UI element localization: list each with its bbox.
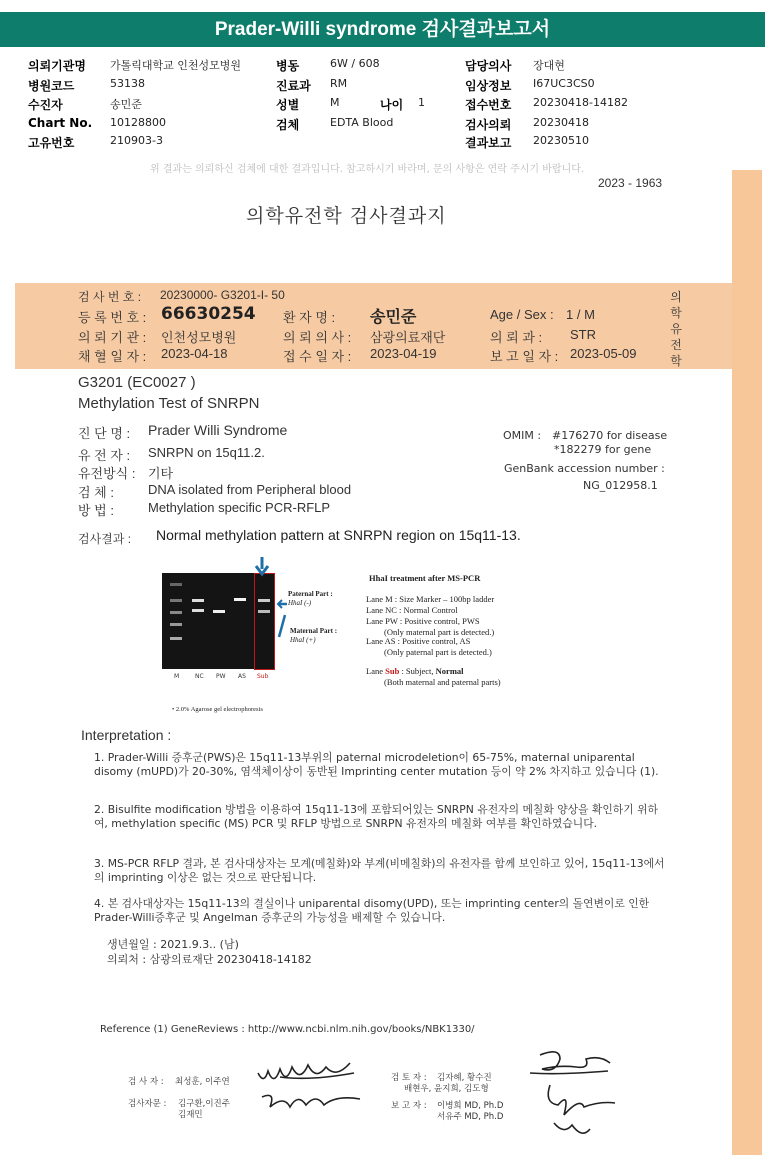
dept: STR [570,327,596,342]
receive-label: 접 수 일 자 : [283,349,352,364]
legend-subject [366,666,464,676]
legend-line: Lane PW : Positive control, PWS [366,616,480,626]
cut-text: 위 결과는 의뢰하신 검체에 대한 결과입니다. 참고하시기 바라며, 문의 사항은 연락 주시기 바랍니다. [150,164,585,175]
side-char: 학 [670,306,682,320]
legend-text: Lane [366,666,386,676]
orange-margin [732,170,762,1155]
header-value: 가톨릭대학교 인천성모병원 [110,59,242,72]
side-char: 전 [670,338,682,352]
agesex-label: Age / Sex : [490,307,554,322]
field-label: 유 전 자 : [78,448,131,463]
header-label: 수진자 [28,98,63,112]
result-label: 검사결과 : [78,532,132,546]
header-value: I67UC3CS0 [533,77,595,90]
header-value: 송민준 [110,98,142,111]
gel-band [170,637,182,640]
header-value: 20230418 [533,116,589,129]
doc-title: 의학유전학 검사결과지 [246,205,447,227]
exam-no-label: 검 사 번 호 : [78,290,142,304]
examiner: 최성훈, 이주연 [175,1077,230,1087]
reviewer: 배현우, 윤지희, 김도형 [404,1084,489,1094]
genbank-number: NG_012958.1 [583,479,658,492]
interp-paragraph: 4. 본 검사대상자는 15q11-13의 결실이나 uniparental disomy(UPD), 또는 imprinting center의 돌연변이로 인한 Prader-Willi증후군 및 Angelman 증후군의 가능성을 배제할 수 있습니다. [94,897,650,924]
header-label: 병동 [276,59,300,73]
patient-label: 환 자 명 : [283,310,336,325]
maternal-part: Maternal Part : [290,627,338,635]
inst: 인천성모병원 [161,330,237,345]
patient-name: 송민준 [370,307,417,326]
birth-date: 생년월일 : 2021.9.3.. (남) [107,938,239,951]
receive-date: 2023-04-19 [370,346,437,361]
collect-date: 2023-04-18 [161,346,228,361]
interp-paragraph: 3. MS-PCR RFLP 결과, 본 검사대상자는 모계(메칠화)와 부계(비메칠화)의 유전자를 함께 보인하고 있어, 15q11-13에서의 imprinting 이상은 없는 것으로 판단됩니다. [94,857,665,884]
gel-band [170,599,182,602]
legend-line: (Only maternal part is detected.) [384,627,495,637]
header-value: 20230510 [533,134,589,147]
examiner-signature [250,1055,370,1120]
header-value: RM [330,77,348,90]
header-label: 검체 [276,118,300,132]
result-text: Normal methylation pattern at SNRPN region on 15q11-13. [156,527,521,543]
collect-label: 채 혈 일 자 : [78,349,147,364]
gel-band [213,610,225,613]
omim-disease: #176270 for disease [552,429,668,442]
bracket-arrow-icon [279,615,285,637]
header-value: 10128800 [110,116,166,129]
legend-line: Lane AS : Positive control, AS [366,636,471,646]
exam-no: 20230000- G3201-I- 50 [160,288,285,302]
examiner-label: 검 사 자 : [128,1077,164,1087]
header-label: Chart No. [28,116,93,130]
header-value: EDTA Blood [330,116,394,129]
header-label: 담당의사 [465,59,512,73]
legend-line: Lane M : Size Marker – 100bp ladder [366,594,495,604]
paternal-enzyme: HhaI (-) [288,599,312,607]
reporter: 서유주 MD, Ph.D [437,1112,504,1122]
inheritance: 기타 [148,466,174,481]
omim-gene: *182279 for gene [554,443,652,456]
header-value: 1 [418,96,425,109]
genbank-label: GenBank accession number : [504,462,665,475]
paternal-part: Paternal Part : [288,590,333,598]
gene: SNRPN on 15q11.2. [148,445,265,460]
header-label: 결과보고 [465,136,512,150]
lane-label: AS [238,673,246,680]
field-label: 검 체 : [78,485,114,500]
interp-paragraph: 2. Bisulfite modification 방법을 이용하여 15q11-13에 포함되어있는 SNRPN 유전자의 메칠화 양상을 확인하기 위하여, methylation specific (MS) PCR 및 RFLP 방법으로 SNRPN 유전자의 메칠화 여부를 확인하였습니다. [94,803,658,830]
year-code: 2023 - 1963 [598,176,663,190]
legend-line: Lane NC : Normal Control [366,605,458,615]
gel-band [192,609,204,612]
reviewer: 김자혜, 황수진 [437,1073,492,1083]
interp-paragraph: 1. Prader-Willi 증후군(PWS)은 15q11-13부위의 paternal microdeletion이 65-75%, maternal uniparental disomy (mUPD)가 20-30%, 염색체이상이 동반된 Imprinting center mutation 등이 약 2% 차지하고 있습니다 (1). [94,751,659,778]
advisor-label: 검사자문 : [128,1099,167,1109]
header-value: M [330,96,340,109]
diagnosis: Prader Willi Syndrome [148,422,288,438]
reviewer-signature [520,1045,620,1145]
omim-label: OMIM : [503,429,542,442]
legend-title: HhaI treatment after MS-PCR [369,573,481,583]
side-char: 학 [670,354,682,368]
report-label: 보 고 일 자 : [490,349,559,364]
doctor: 삼광의료재단 [370,330,446,345]
header-label: 고유번호 [28,136,75,150]
gel-footnote: • 2.0% Agarose gel electrophoresis [172,706,263,713]
reviewer-label: 검 토 자 : [391,1073,427,1083]
advisor: 김구환,이진주 [178,1099,230,1109]
reporter-label: 보 고 자 : [391,1101,427,1111]
gel-band [170,583,182,586]
advisor: 김재민 [178,1110,203,1120]
lane-label: Sub [257,673,269,680]
header-value: 장대현 [533,59,565,72]
header-label: 나이 [380,98,404,112]
field-label: 방 법 : [78,503,114,518]
agesex: 1 / M [566,307,595,322]
referrer: 의뢰처 : 삼광의료재단 20230418-14182 [107,953,312,966]
test-code: G3201 (EC0027 ) [78,374,196,391]
legend-line: (Both maternal and paternal parts) [384,677,501,687]
side-label [668,289,684,369]
method: Methylation specific PCR-RFLP [148,500,331,515]
field-label: 유전방식 : [78,466,136,481]
side-char: 유 [670,322,682,336]
inst-label: 의 뢰 기 관 : [78,330,147,345]
legend-line: (Only paternal part is detected.) [384,647,492,657]
reference: Reference (1) GeneReviews : http://www.ncbi.nlm.nih.gov/books/NBK1330/ [100,1024,475,1035]
report-date: 2023-05-09 [570,346,637,361]
header-label: 검사의뢰 [465,118,512,132]
header-label: 접수번호 [465,98,512,112]
dept-label: 의 뢰 과 : [490,330,543,345]
header-label: 임상정보 [465,79,512,93]
header-label: 병원코드 [28,79,75,93]
gel-band [192,599,204,602]
header-value: 20230418-14182 [533,96,628,109]
header-label: 의뢰기관명 [28,59,86,73]
side-char: 의 [670,290,682,304]
test-name: Methylation Test of SNRPN [78,395,260,412]
reg-no: 66630254 [161,304,256,324]
reporter: 이병희 MD, Ph.D [437,1101,504,1111]
header-label: 진료과 [276,79,311,93]
doctor-label: 의 뢰 의 사 : [283,330,352,345]
lane-label: PW [216,673,226,680]
header-value: 6W / 608 [330,57,380,70]
specimen: DNA isolated from Peripheral blood [148,482,352,497]
lane-label: NC [195,673,204,680]
header-label: 성별 [276,98,300,112]
header-value: 210903-3 [110,134,163,147]
maternal-enzyme: HhaI (+) [290,636,316,644]
legend-text: Sub [385,666,400,676]
lane-label: M [174,673,180,680]
report-title: Prader-Willi syndrome 검사결과보고서 [0,12,765,47]
header-value: 53138 [110,77,145,90]
reg-no-label: 등 록 번 호 : [78,310,147,325]
legend-text: : Subject, [399,666,436,676]
field-label: 진 단 명 : [78,426,131,441]
gel-band [170,623,182,626]
interp-title: Interpretation : [81,727,172,743]
legend-text: Normal [435,666,464,676]
gel-band [170,611,182,614]
